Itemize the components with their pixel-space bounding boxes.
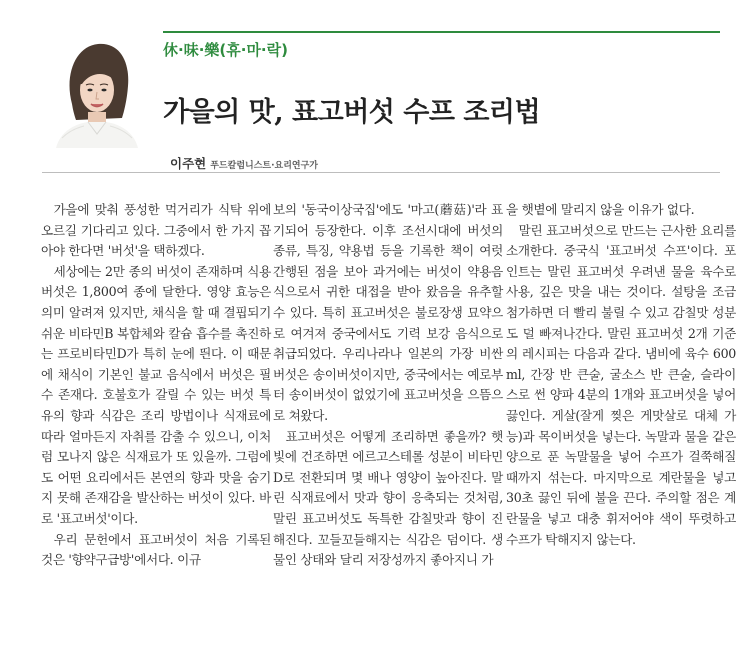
- byline-rule: [42, 172, 720, 173]
- author-portrait: [42, 34, 150, 148]
- article-title: 가을의 맛, 표고버섯 수프 조리법: [163, 97, 541, 128]
- author-name: 이주현: [170, 156, 207, 171]
- paragraph: 세상에는 2만 종의 버섯이 존재하며 식용 버섯은 1,800여 종에 달한다. 영양 효능은 의미 알려져 있지만, 채식을 할 때 결핍되기 쉬운 비타민B 복합체와 칼슘 흡수를 촉진하는 프로비타민D가 특히 눈에 띈다. 이 때문에 채식이 기본인 불교 음식에서 버섯은 필수 존재다. 호불호가 갈릴 수 있는 버섯 특유의 향과 식감은 조리 방법이나 식재료에 따라 얼마든지 자취를 감출 수 있으니, 이처럼 모나지 않은 식재료가 또 있을까. 그럼에도 어떤 요리에서든 본연의 향과 맛을 숨기지 못해 존재감을 발산하는 버섯이 있다. 바로 '표고버섯'이다.: [41, 263, 271, 526]
- body-column-2: [273, 200, 503, 571]
- paragraph: 을 햇볕에 말리지 않을 이유가 없다.: [506, 202, 695, 217]
- paragraph: 표고버섯은 어떻게 조리하면 좋을까? 햇빛에 건조하면 에르고스테롤 성분이 비타민D로 전환되며 몇 배나 영양이 높아진다. 말린 식재료에서 맛과 향이 응축되는 것처럼, 말린 표고버섯도 독특한 감칠맛과 향이 진해진다. 꼬들꼬들해지는 식감은 덤이다. 생물인 상태와 달리 저장성까지 좋아지니 가: [273, 428, 503, 568]
- author-role: 푸드칼럼니스트·요리연구가: [210, 161, 318, 171]
- paragraph: 우리 문헌에서 표고버섯이 처음 기록된 것은 '향약구급방'에서다. 이규: [41, 531, 271, 568]
- paragraph: 말린 표고버섯으로 만드는 근사한 요리를 소개한다. 중국식 '표고버섯 수프'이다. 포인트는 말린 표고버섯 우려낸 물을 육수로 사용, 깊은 맛을 내는 것이다. 설탕을 조금 첨가하면 더 빨리 불릴 수 있고 감칠맛 성분도 덜 빠져나간다. 말린 표고버섯 2개 기준의 레시피는 다음과 같다. 냄비에 육수 600ml, 간장 반 큰술, 굴소스 반 큰술, 슬라이스로 썬 양파 4분의 1개와 표고버섯을 넣어 끓인다. 게살(잘게 찢은 게맛살로 대체 가능)과 목이버섯을 넣는다. 녹말과 물을 같은 양으로 푼 녹말물을 넣어 수프가 걸쭉해질 때까지 섞는다. 마지막으로 계란물을 넣고 30초 끓인 뒤에 불을 끈다. 주의할 점은 계란물을 넣고 대충 휘저어야 색이 뚜렷하고 수프가 탁해지지 않는다.: [506, 222, 736, 547]
- paragraph: 가을에 맞춰 풍성한 먹거리가 식탁 위에 오르길 기다리고 있다. 그중에서 한 가지 꼽아야 한다면 '버섯'을 택하겠다.: [41, 202, 271, 259]
- column-name: 休·味·樂(휴·마·락): [163, 41, 288, 59]
- body-column-3: [506, 200, 736, 550]
- header-top-rule: [163, 31, 720, 33]
- body-column-1: [41, 200, 271, 571]
- paragraph: 보의 '동국이상국집'에도 '마고(蘑菇)'라 표기되어 등장한다. 이후 조선시대에 버섯의 종류, 특징, 약용법 등을 기록한 책이 여럿 간행된 점을 보아 과거에는 버섯이 약용음식으로서 귀한 대접을 받아 왔음을 유추할 수 있다. 특히 표고버섯은 불로장생 묘약으로 여겨져 중국에서도 기력 보강 음식으로 취급되었다. 우리나라나 일본의 가장 비싼 버섯은 송이버섯이지만, 중국에서는 예로부터 송이버섯이 없었기에 표고버섯을 으뜸으로 쳐왔다.: [273, 202, 503, 423]
- byline: [170, 153, 318, 172]
